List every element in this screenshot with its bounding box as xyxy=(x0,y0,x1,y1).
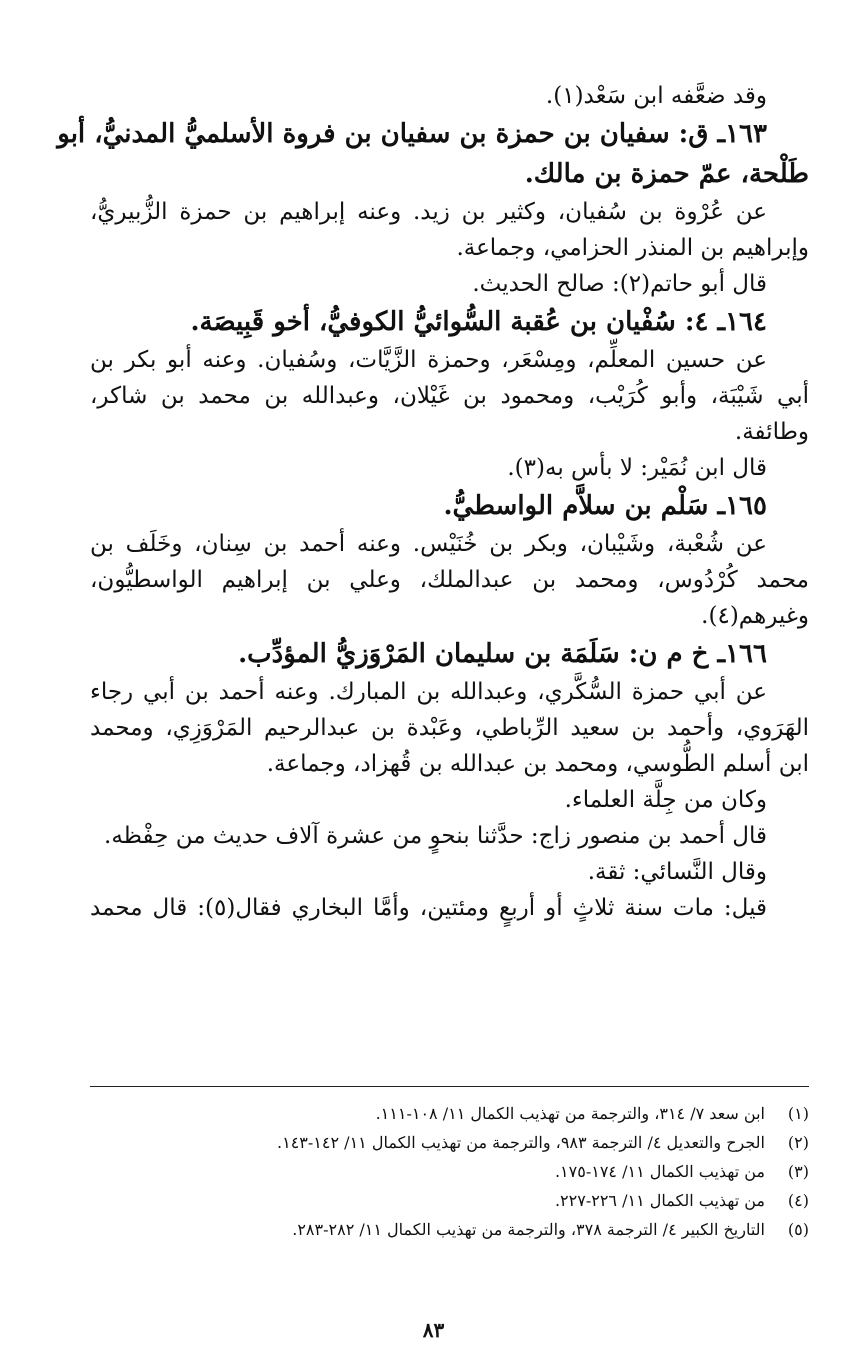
text-line: قال أبو حاتم(٢): صالح الحديث. xyxy=(472,271,767,297)
footnote-number: (١) xyxy=(787,1104,809,1123)
page-body xyxy=(57,78,809,926)
text-line: وقال النَّسائي: ثقة. xyxy=(587,859,767,885)
footnote xyxy=(90,1157,809,1186)
text-line: محمد كُرْدُوس، ومحمد بن عبدالملك، وعلي بن إبراهيم الواسطيُّون، xyxy=(90,567,809,593)
text-line: وكان من جِلَّة العلماء. xyxy=(564,787,767,813)
entry-heading-line: ١٦٣ـ ق: سفيان بن حمزة بن سفيان بن فروة الأسلميُّ المدنيُّ، أبو xyxy=(57,119,767,149)
text-line: عن حسين المعلِّم، ومِسْعَر، وحمزة الزَّيَّات، وسُفيان. وعنه أبو بكر بن xyxy=(90,347,767,373)
footnote-number: (٢) xyxy=(787,1133,809,1152)
footnote-number: (٤) xyxy=(787,1191,809,1210)
footnote xyxy=(90,1215,809,1244)
text-line: الهَرَوي، وأحمد بن سعيد الرِّباطي، وعَبْدة بن عبدالرحيم المَرْوَزِي، ومحمد xyxy=(90,715,809,741)
text-line: قيل: مات سنة ثلاثٍ أو أربعٍ ومئتين، وأمَّا البخاري فقال(٥): قال محمد xyxy=(90,895,768,921)
text-line: أبي شَيْبَة، وأبو كُرَيْب، ومحمود بن غَيْلان، وعبدالله بن محمد بن شاكر، xyxy=(90,383,809,409)
text-line: قال ابن نُمَيْر: لا بأس به(٣). xyxy=(507,455,767,481)
text-line: وقد ضعَّفه ابن سَعْد(١). xyxy=(545,83,767,109)
text-line: وغيرهم(٤). xyxy=(701,603,809,629)
entry-heading-line: ١٦٤ـ ٤: سُفْيان بن عُقبة السُّوائيُّ الكوفيُّ، أخو قَبِيصَة. xyxy=(190,307,767,337)
page-number: ٨٣ xyxy=(422,1318,445,1342)
text-line: قال أحمد بن منصور زاج: حدَّثنا بنحوٍ من عشرة آلاف حديث من حِفْظه. xyxy=(104,823,767,849)
text-line: وإبراهيم بن المنذر الحزامي، وجماعة. xyxy=(456,235,809,261)
footnotes xyxy=(90,1086,809,1244)
footnote-text: ابن سعد ٧/ ٣١٤، والترجمة من تهذيب الكمال ١١/ ١٠٨-١١١. xyxy=(375,1104,765,1123)
footnote-text: من تهذيب الكمال ١١/ ٢٢٦-٢٢٧. xyxy=(554,1191,765,1210)
footnote-text: من تهذيب الكمال ١١/ ١٧٤-١٧٥. xyxy=(554,1162,765,1181)
text-line: ابن أسلم الطُّوسي، ومحمد بن عبدالله بن قُهزاد، وجماعة. xyxy=(266,751,809,777)
footnote-number: (٣) xyxy=(787,1162,809,1181)
text-line: عن أبي حمزة السُّكَّري، وعبدالله بن المبارك. وعنه أحمد بن أبي رجاء xyxy=(90,679,767,705)
footnote-number: (٥) xyxy=(787,1220,809,1239)
entry-heading-line: ١٦٥ـ سَلْم بن سلاَّم الواسطيُّ. xyxy=(443,491,767,521)
text-line: وطائفة. xyxy=(734,419,809,445)
footnote xyxy=(90,1128,809,1157)
footnote xyxy=(90,1186,809,1215)
entry-heading-line: ١٦٦ـ خ م ن: سَلَمَة بن سليمان المَرْوَزيُّ المؤدِّب. xyxy=(238,639,767,669)
footnote-text: الجرح والتعديل ٤/ الترجمة ٩٨٣، والترجمة من تهذيب الكمال ١١/ ١٤٢-١٤٣. xyxy=(277,1133,765,1152)
footnote-text: التاريخ الكبير ٤/ الترجمة ٣٧٨، والترجمة من تهذيب الكمال ١١/ ٢٨٢-٢٨٣. xyxy=(292,1220,765,1239)
footnote xyxy=(90,1099,809,1128)
text-line: عن عُرْوة بن سُفيان، وكثير بن زيد. وعنه إبراهيم بن حمزة الزُّبيريُّ، xyxy=(90,199,767,225)
text-line: عن شُعْبة، وشَيْبان، وبكر بن خُنَيْس. وعنه أحمد بن سِنان، وخَلَف بن xyxy=(90,531,767,557)
entry-heading-line: طَلْحة، عمّ حمزة بن مالك. xyxy=(524,159,809,189)
